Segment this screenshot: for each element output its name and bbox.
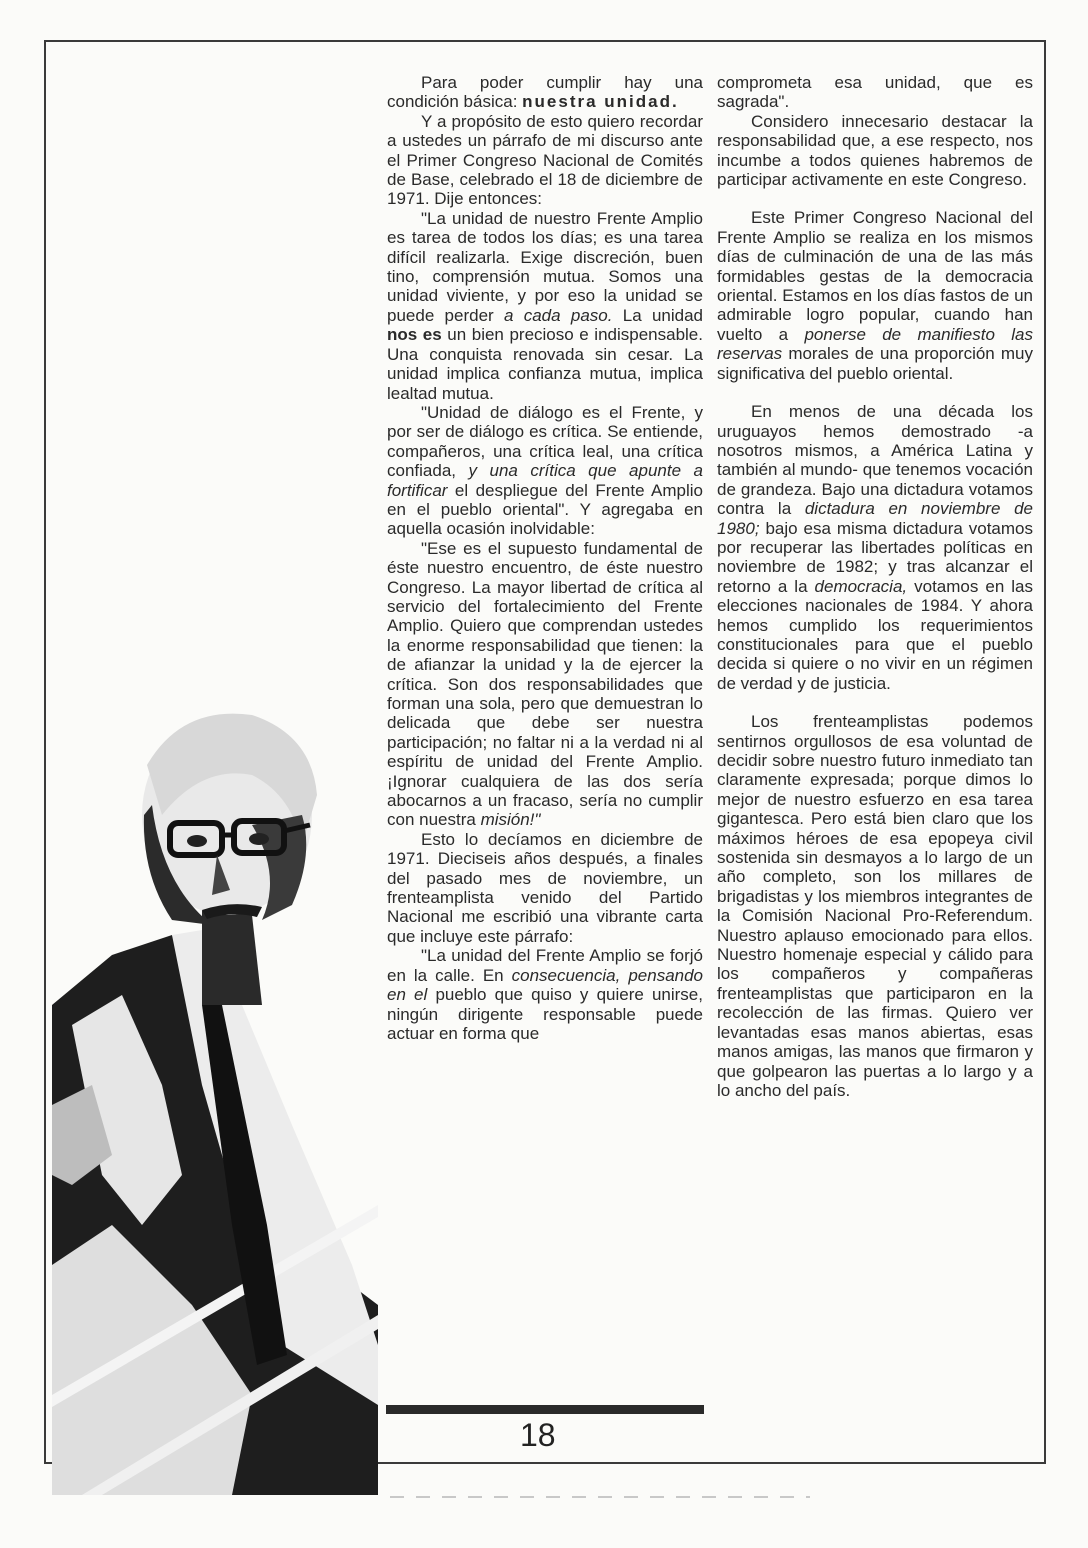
paragraph: "Unidad de diálogo es el Frente, y por ser de diálogo es crítica. Se entiende, compañeros, una crítica leal, una crítica confiada, y una crítica que apunte a fortificar el despliegue del Frente Amplio en el pueblo oriental". Y agregaba en aquella ocasión inolvidable:	[387, 402, 703, 539]
speaker-portrait-illustration	[52, 705, 378, 1495]
speaker-portrait	[52, 705, 378, 1495]
paragraph: "La unidad de nuestro Frente Amplio es tarea de todos los días; es una tarea difícil realizarla. Exige discreción, buen tino, comprensión mutua. Somos una unidad viviente, y por eso la unidad se puede perder a cada paso. La unidad nos es un bien precioso e indispensable. Una conquista renovada sin cesar. La unidad implica confianza mutua, implica lealtad mutua.	[387, 208, 703, 403]
footer-rule	[386, 1405, 704, 1414]
paragraph: Para poder cumplir hay una condición básica: nuestra unidad.	[387, 73, 703, 112]
paragraph: Esto lo decíamos en diciembre de 1971. Dieciseis años después, a finales del pasado mes de noviembre, un frenteamplista venido del Partido Nacional me escribió una vibrante carta que incluye este párrafo:	[387, 829, 703, 946]
paragraph: Los frenteamplistas podemos sentirnos orgullosos de esa voluntad de decidir sobre nuestro futuro inmediato tan claramente expresada; porque dimos lo mejor de nuestro esfuerzo en esa tarea gigantesca. Pero está bien claro que los máximos héroes de esa epopeya civil sostenida sin desmayos a lo largo de un año completo, son los millares de brigadistas y los miembros integrantes de la Comisión Nacional Pro-Referendum. Nuestro aplauso emocionado para ellos. Nuestro homenaje especial y cálido para los compañeros y compañeras frenteamplistas que participaron en la recolección de las firmas. Quiero ver levantadas esas manos abiertas, esas manos amigas, las manos que firmaron y que golpearon las puertas a lo largo y a lo ancho del país.	[717, 712, 1033, 1100]
paragraph: Y a propósito de esto quiero recordar a ustedes un párrafo de mi discurso ante el Primer Congreso Nacional de Comités de Base, celebrado el 18 de diciembre de 1971. Dije entonces:	[387, 111, 703, 209]
paragraph: Este Primer Congreso Nacional del Frente Amplio se realiza en los mismos días de culminación de una de las más formidables gestas de la democracia oriental. Estamos en los días fastos de un admirable logro popular, cuando han vuelto a ponerse de manifiesto las reservas morales de una proporción muy significativa del pueblo oriental.	[717, 208, 1033, 383]
page-number: 18	[520, 1417, 556, 1453]
scan-artifact-divider	[390, 1496, 810, 1498]
paragraph: Considero innecesario destacar la responsabilidad que, a ese respecto, nos incumbe a todos quienes habremos de participar activamente en este Congreso.	[717, 111, 1033, 190]
paragraph: "La unidad del Frente Amplio se forjó en la calle. En consecuencia, pensando en el pueblo que quiso y quiere unirse, ningún dirigente responsable puede actuar en forma que	[387, 946, 704, 1043]
paragraph: comprometa esa unidad, que es sagrada".	[717, 73, 1033, 112]
paragraph: En menos de una década los uruguayos hemos demostrado -a nosotros mismos, a América Latina y también al mundo- que tenemos vocación de grandeza. Bajo una dictadura votamos contra la dictadura en noviembre de 1980; bajo esa misma dictadura votamos por recuperar las libertades políticas en noviembre de 1982; y tras alcanzar el retorno a la democracia, votamos en las elecciones nacionales de 1984. Y ahora hemos cumplido los requerimientos constitucionales para que el pueblo decida si quiere o no vivir en un régimen de verdad y de justicia.	[717, 402, 1033, 693]
text-column-right	[717, 73, 1033, 1100]
text-column-left	[387, 73, 703, 1043]
paragraph: "Ese es el supuesto fundamental de éste nuestro encuentro, de éste nuestro Congreso. La mayor libertad de crítica al servicio del fortalecimiento del Frente Amplio. Quiero que comprendan ustedes la enorme responsabilidad que tienen: la de afianzar la unidad y la de ejercer la crítica. Son dos responsabilidades que forman una sola, pero que demuestran lo delicada que debe ser nuestra participación; no faltar ni a la verdad ni al espíritu de unidad del Frente Amplio. ¡Ignorar cualquiera de las dos sería abocarnos a un fracaso, sería no cumplir con nuestra misión!"	[387, 538, 703, 830]
